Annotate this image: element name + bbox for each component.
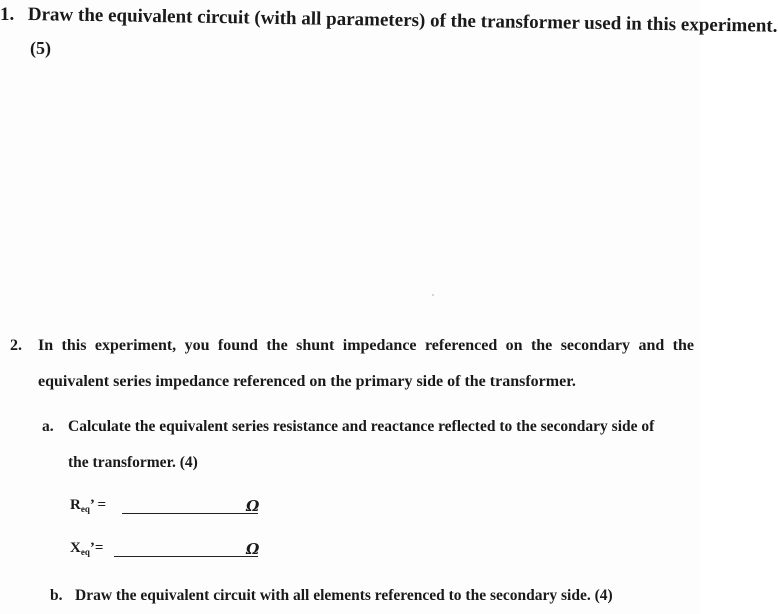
part-b-letter: b. — [50, 587, 63, 604]
xeq-subscript: eq — [80, 547, 90, 557]
xeq-suffix: ’= — [89, 540, 104, 556]
xeq-symbol: X — [70, 540, 81, 556]
xeq-answer-blank[interactable] — [114, 556, 258, 557]
part-a-text-line-2: the transformer. (4) — [68, 454, 198, 471]
question-2-text-line-2: equivalent series impedance referenced on the primary side of the transformer. — [38, 373, 576, 390]
req-symbol: R — [70, 497, 81, 513]
question-1-text: Draw the equivalent circuit (with all parameters) of the transformer used in this experiment. — [27, 4, 778, 37]
question-1-number: 1. — [0, 4, 15, 25]
req-answer-blank[interactable] — [122, 513, 258, 514]
question-1 — [0, 4, 778, 37]
part-a-letter: a. — [42, 418, 54, 435]
speck — [432, 294, 434, 296]
question-2-number: 2. — [10, 337, 22, 354]
req-answer-row — [70, 497, 330, 521]
req-suffix: ’ = — [89, 497, 107, 513]
question-1-marks: (5) — [30, 38, 51, 58]
part-a-text-line-1: Calculate the equivalent series resistance and reactance reflected to the secondary side of — [68, 418, 655, 435]
question-2-text-line-1: In this experiment, you found the shunt impedance referenced on the secondary and the — [38, 337, 694, 354]
xeq-label — [70, 540, 103, 557]
part-b-text: Draw the equivalent circuit with all elements referenced to the secondary side. (4) — [75, 587, 613, 604]
req-unit-ohm: Ω — [246, 497, 260, 515]
req-label — [70, 497, 106, 514]
xeq-answer-row — [70, 540, 330, 564]
req-subscript: eq — [80, 504, 90, 514]
xeq-unit-ohm: Ω — [246, 540, 260, 558]
